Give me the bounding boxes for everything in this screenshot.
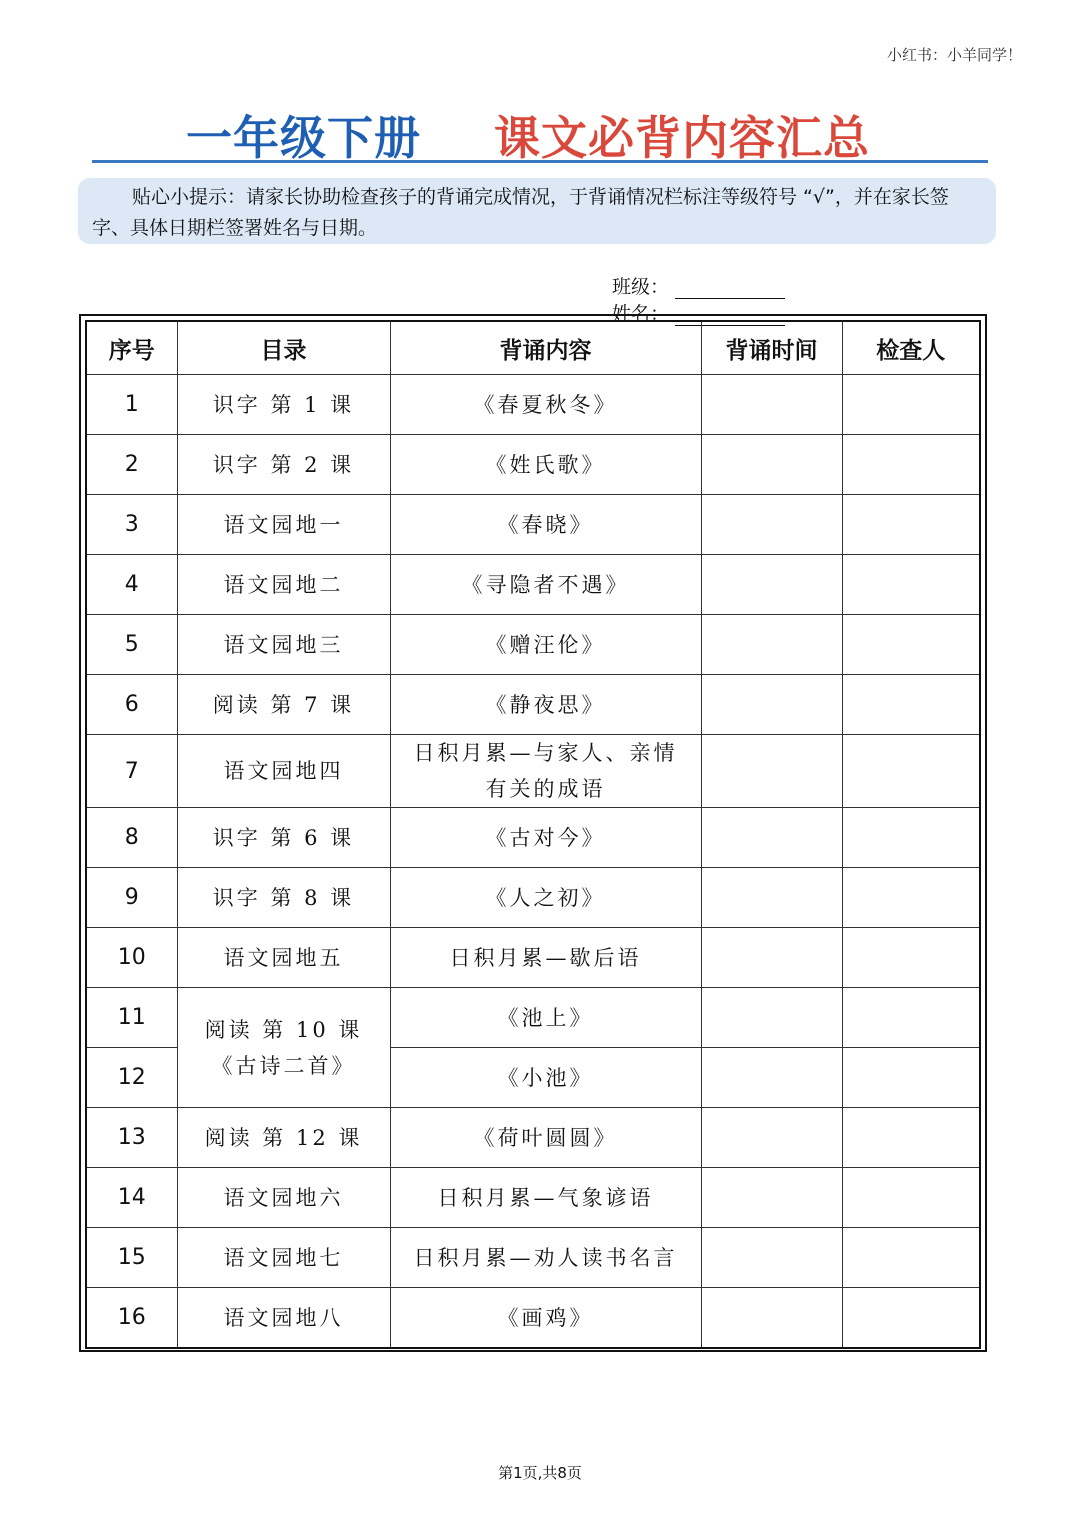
- table-row: [86, 988, 980, 1048]
- row-content: 《画鸡》: [390, 1288, 701, 1349]
- row-no: 11: [86, 988, 177, 1048]
- row-checker-cell[interactable]: [842, 555, 980, 615]
- row-content: 日积月累—气象谚语: [390, 1168, 701, 1228]
- row-section: 语文园地二: [177, 555, 390, 615]
- title-grade: 一年级下册: [186, 111, 421, 165]
- table-header-row: [86, 321, 980, 375]
- row-time-cell[interactable]: [701, 928, 842, 988]
- title-subject: 课文必背内容汇总: [494, 111, 870, 165]
- row-section: 阅读 第 12 课: [177, 1108, 390, 1168]
- row-section: 阅读 第 10 课《古诗二首》: [177, 988, 390, 1108]
- row-no: 8: [86, 808, 177, 868]
- row-time-cell[interactable]: [701, 1288, 842, 1349]
- row-section: 语文园地六: [177, 1168, 390, 1228]
- row-no: 7: [86, 735, 177, 808]
- row-no: 1: [86, 375, 177, 435]
- row-section: 阅读 第 7 课: [177, 675, 390, 735]
- header-section: 目录: [177, 321, 390, 375]
- table-row: [86, 435, 980, 495]
- row-section: 语文园地一: [177, 495, 390, 555]
- row-checker-cell[interactable]: [842, 375, 980, 435]
- row-section: 识字 第 1 课: [177, 375, 390, 435]
- row-section: 语文园地四: [177, 735, 390, 808]
- row-time-cell[interactable]: [701, 375, 842, 435]
- row-time-cell[interactable]: [701, 615, 842, 675]
- row-no: 9: [86, 868, 177, 928]
- watermark: 小红书：小羊同学！: [886, 46, 1022, 64]
- table-row: [86, 808, 980, 868]
- table-row: [86, 735, 980, 808]
- class-field[interactable]: [612, 272, 785, 299]
- row-content: 日积月累—劝人读书名言: [390, 1228, 701, 1288]
- row-checker-cell[interactable]: [842, 1108, 980, 1168]
- header-content: 背诵内容: [390, 321, 701, 375]
- row-checker-cell[interactable]: [842, 1168, 980, 1228]
- row-checker-cell[interactable]: [842, 1048, 980, 1108]
- row-no: 14: [86, 1168, 177, 1228]
- row-time-cell[interactable]: [701, 435, 842, 495]
- row-section: 语文园地三: [177, 615, 390, 675]
- table-row: [86, 868, 980, 928]
- row-checker-cell[interactable]: [842, 675, 980, 735]
- header-checker: 检查人: [842, 321, 980, 375]
- row-time-cell[interactable]: [701, 675, 842, 735]
- row-time-cell[interactable]: [701, 735, 842, 808]
- row-content: 《小池》: [390, 1048, 701, 1108]
- row-checker-cell[interactable]: [842, 495, 980, 555]
- row-content: 日积月累—与家人、亲情有关的成语: [390, 735, 701, 808]
- row-no: 5: [86, 615, 177, 675]
- row-time-cell[interactable]: [701, 1048, 842, 1108]
- row-no: 13: [86, 1108, 177, 1168]
- row-time-cell[interactable]: [701, 1228, 842, 1288]
- table-row: [86, 555, 980, 615]
- class-label: 班级：: [612, 276, 670, 298]
- row-section: 识字 第 2 课: [177, 435, 390, 495]
- row-checker-cell[interactable]: [842, 1228, 980, 1288]
- row-checker-cell[interactable]: [842, 1288, 980, 1349]
- row-time-cell[interactable]: [701, 1168, 842, 1228]
- row-content: 《荷叶圆圆》: [390, 1108, 701, 1168]
- header-no: 序号: [86, 321, 177, 375]
- row-time-cell[interactable]: [701, 988, 842, 1048]
- row-checker-cell[interactable]: [842, 928, 980, 988]
- row-no: 2: [86, 435, 177, 495]
- table-row: [86, 1168, 980, 1228]
- table-row: [86, 675, 980, 735]
- row-no: 10: [86, 928, 177, 988]
- table-row: [86, 615, 980, 675]
- table-row: [86, 495, 980, 555]
- row-no: 6: [86, 675, 177, 735]
- row-checker-cell[interactable]: [842, 808, 980, 868]
- page-title: [92, 100, 988, 163]
- row-no: 3: [86, 495, 177, 555]
- row-checker-cell[interactable]: [842, 868, 980, 928]
- row-section: 语文园地七: [177, 1228, 390, 1288]
- table-row: [86, 1108, 980, 1168]
- row-no: 15: [86, 1228, 177, 1288]
- row-no: 16: [86, 1288, 177, 1349]
- row-section: 语文园地八: [177, 1288, 390, 1349]
- row-content: 《静夜思》: [390, 675, 701, 735]
- row-section: 识字 第 6 课: [177, 808, 390, 868]
- row-no: 4: [86, 555, 177, 615]
- row-time-cell[interactable]: [701, 808, 842, 868]
- row-no: 12: [86, 1048, 177, 1108]
- row-time-cell[interactable]: [701, 495, 842, 555]
- page-number: 第1页,共8页: [498, 1464, 582, 1482]
- table-row: [86, 1288, 980, 1349]
- table-row: [86, 375, 980, 435]
- table-row: [86, 928, 980, 988]
- row-content: 《春晓》: [390, 495, 701, 555]
- recitation-table: [85, 320, 981, 1349]
- row-section: 识字 第 8 课: [177, 868, 390, 928]
- row-time-cell[interactable]: [701, 1108, 842, 1168]
- row-content: 日积月累—歇后语: [390, 928, 701, 988]
- header-time: 背诵时间: [701, 321, 842, 375]
- row-time-cell[interactable]: [701, 868, 842, 928]
- row-content: 《姓氏歌》: [390, 435, 701, 495]
- row-checker-cell[interactable]: [842, 988, 980, 1048]
- name-label: 姓名：: [612, 303, 670, 325]
- row-content: 《赠汪伦》: [390, 615, 701, 675]
- recitation-table-frame: [79, 314, 987, 1352]
- row-content: 《古对今》: [390, 808, 701, 868]
- class-blank[interactable]: [675, 276, 785, 299]
- row-time-cell[interactable]: [701, 555, 842, 615]
- row-section: 语文园地五: [177, 928, 390, 988]
- table-row: [86, 1228, 980, 1288]
- row-content: 《寻隐者不遇》: [390, 555, 701, 615]
- row-content: 《池上》: [390, 988, 701, 1048]
- tip-box: 贴心小提示：请家长协助检查孩子的背诵完成情况，于背诵情况栏标注等级符号 “√”，并在家长签字、具体日期栏签署姓名与日期。: [78, 178, 996, 244]
- row-content: 《人之初》: [390, 868, 701, 928]
- row-checker-cell[interactable]: [842, 435, 980, 495]
- row-content: 《春夏秋冬》: [390, 375, 701, 435]
- row-checker-cell[interactable]: [842, 735, 980, 808]
- row-checker-cell[interactable]: [842, 615, 980, 675]
